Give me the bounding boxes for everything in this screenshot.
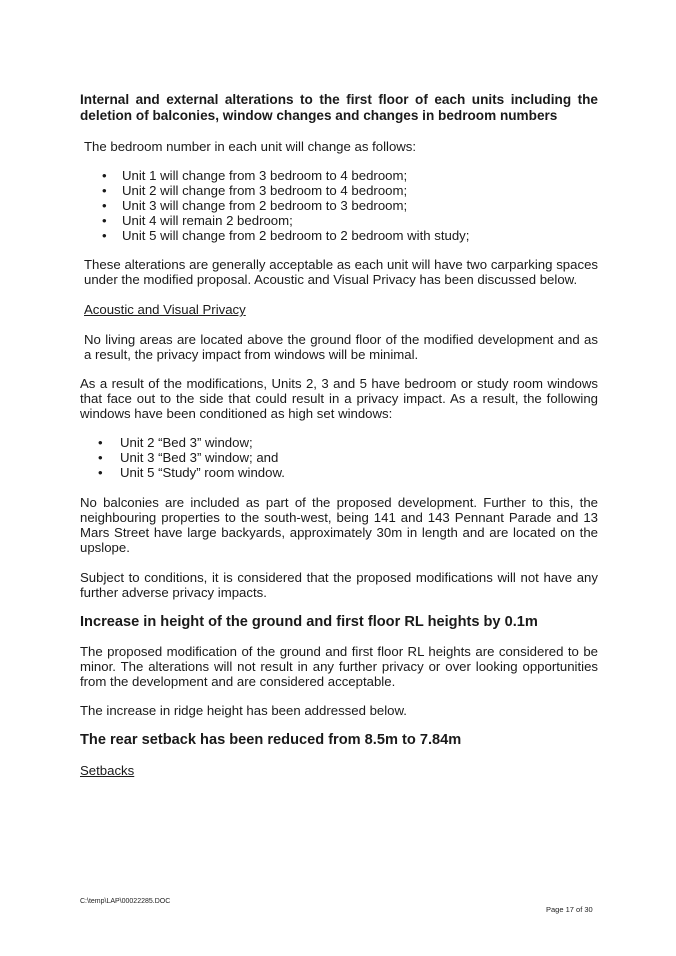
list-item: • Unit 4 will remain 2 bedroom; [80, 213, 598, 228]
list-item: • Unit 2 “Bed 3” window; [80, 435, 598, 450]
list-item: • Unit 2 will change from 3 bedroom to 4 bedroom; [80, 183, 598, 198]
privacy-paragraph-3: No balconies are included as part of the proposed development. Further to this, the neighbouring properties to the south-west, being 141 and 143 Pennant Parade and 13 Mars Street have large backyards, approximately 30m in length and are located on the upslope. [80, 495, 598, 555]
bedroom-change-list [80, 168, 598, 243]
height-paragraph-1: The proposed modification of the ground and first floor RL heights are considered to be minor. The alterations will not result in any further privacy or over looking opportunities from the development and are considered acceptable. [80, 644, 598, 689]
list-item: • Unit 1 will change from 3 bedroom to 4 bedroom; [80, 168, 598, 183]
footer-page-number: Page 17 of 30 [546, 905, 593, 914]
privacy-paragraph-1: No living areas are located above the ground floor of the modified development and as a result, the privacy impact from windows will be minimal. [84, 332, 598, 362]
bedroom-intro-paragraph: The bedroom number in each unit will change as follows: [84, 139, 417, 154]
page-content [80, 92, 598, 778]
list-item: • Unit 5 will change from 2 bedroom to 2 bedroom with study; [80, 228, 598, 243]
list-item: • Unit 3 will change from 2 bedroom to 3 bedroom; [80, 198, 598, 213]
footer-file-path: C:\temp\LAP\00022285.DOC [80, 898, 171, 905]
height-heading: Increase in height of the ground and first floor RL heights by 0.1m [80, 614, 538, 630]
section-heading-alterations: Internal and external alterations to the first floor of each units including the deletion of balconies, window changes and changes in bedroom numbers [80, 92, 598, 123]
privacy-paragraph-4: Subject to conditions, it is considered that the proposed modifications will not have any further adverse privacy impacts. [80, 570, 598, 600]
privacy-paragraph-2: As a result of the modifications, Units 2, 3 and 5 have bedroom or study room windows that face out to the side that could result in a privacy impact. As a result, the following windows have been conditioned as high set windows: [80, 376, 598, 421]
high-set-windows-list [80, 435, 598, 480]
setback-heading: The rear setback has been reduced from 8.5m to 7.84m [80, 732, 462, 748]
list-item: • Unit 5 “Study” room window. [80, 465, 598, 480]
alterations-conclusion-paragraph: These alterations are generally acceptable as each unit will have two carparking spaces under the modified proposal. Acoustic and Visual Privacy has been discussed below. [84, 257, 598, 287]
list-item: • Unit 3 “Bed 3” window; and [80, 450, 598, 465]
setbacks-subheading: Setbacks [80, 763, 135, 778]
height-paragraph-2: The increase in ridge height has been addressed below. [80, 703, 407, 718]
privacy-subheading: Acoustic and Visual Privacy [84, 302, 246, 317]
